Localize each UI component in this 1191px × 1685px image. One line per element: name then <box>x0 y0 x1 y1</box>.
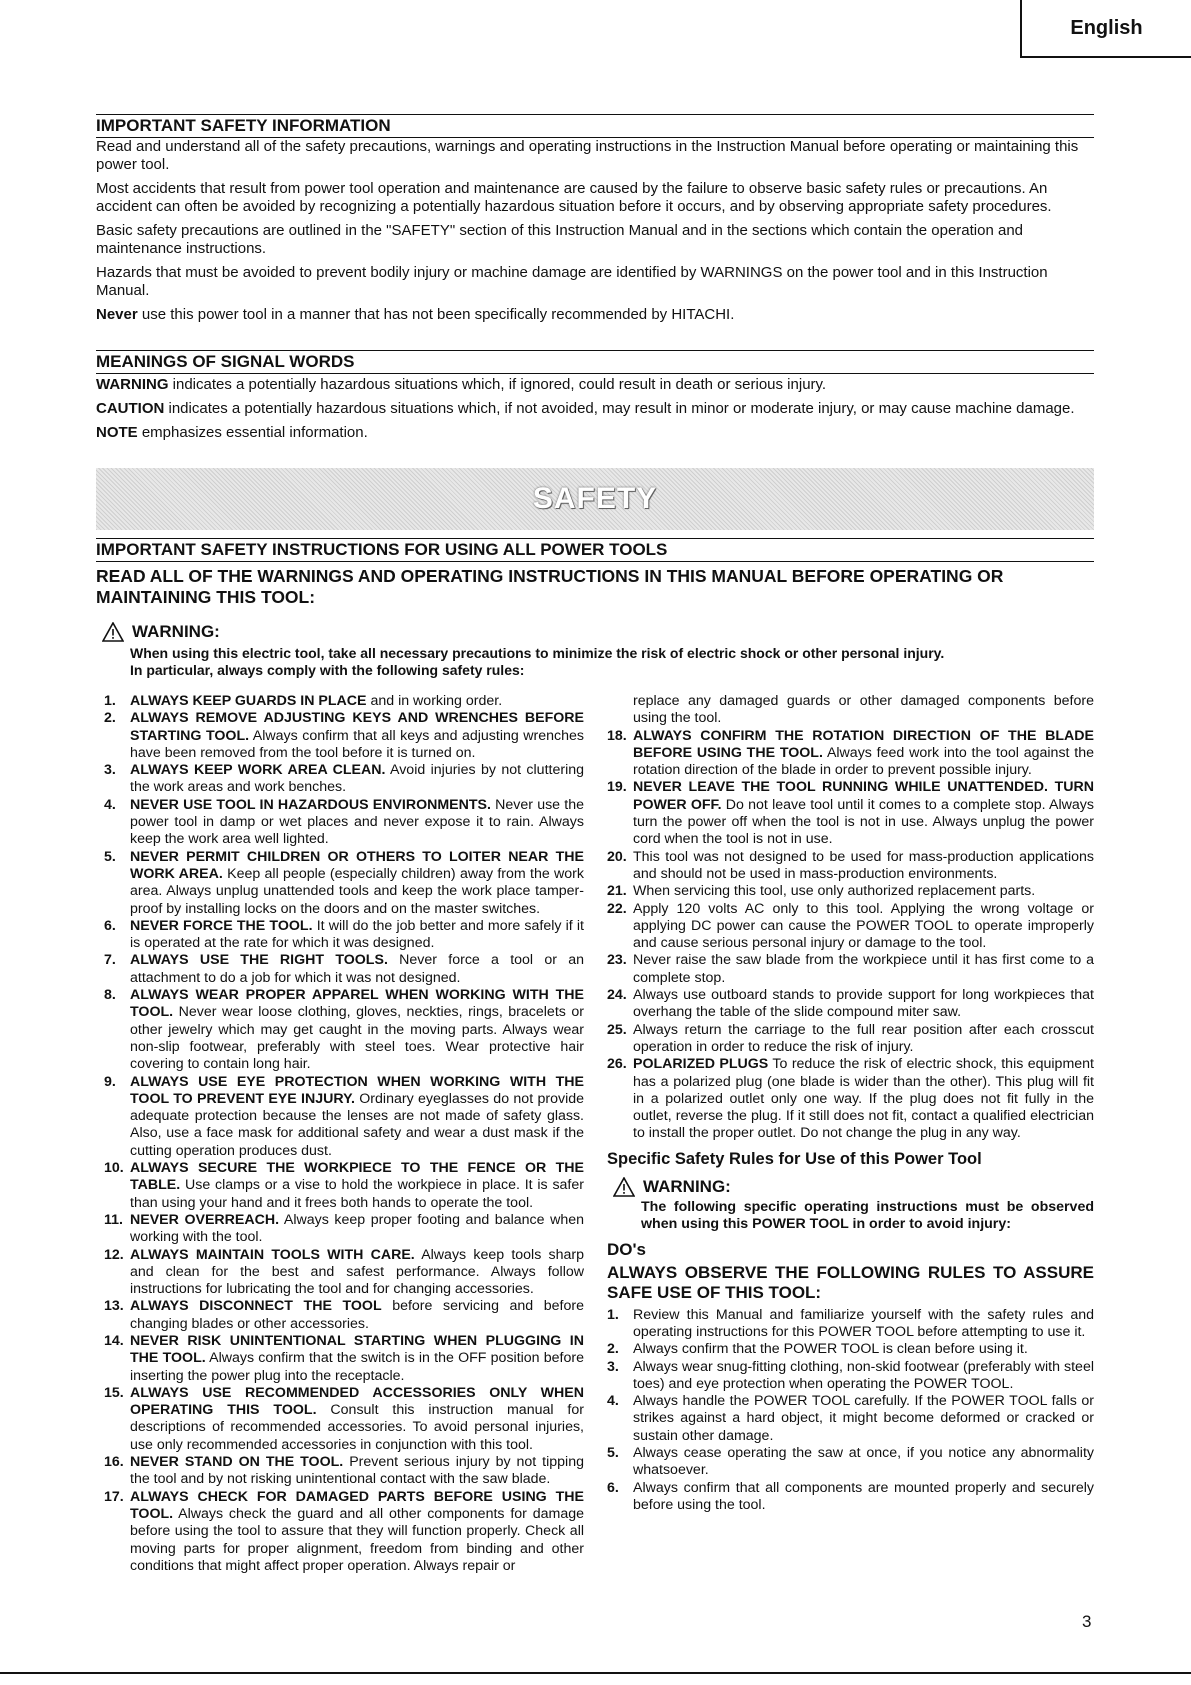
left-rule-item <box>104 1212 584 1247</box>
warning-1-text <box>130 645 1090 679</box>
item-bold-lead: ALWAYS REMOVE ADJUSTING KEYS AND WRENCHES BEFORE STARTING TOOL. <box>130 710 584 744</box>
left-rule-item <box>104 918 584 953</box>
item-text <box>633 1307 1094 1342</box>
item-number: 17. <box>104 1488 124 1505</box>
item-number: 18. <box>607 727 627 744</box>
item-number: 24. <box>607 987 627 1004</box>
left-rule-item <box>104 1160 584 1212</box>
item-number: 3. <box>104 762 116 779</box>
item-bold-lead: ALWAYS CHECK FOR DAMAGED PARTS BEFORE USING THE TOOL. <box>130 1488 584 1522</box>
item-number: 6. <box>104 917 116 934</box>
item-bold-lead: NEVER PERMIT CHILDREN OR OTHERS TO LOITER NEAR THE WORK AREA. <box>130 848 584 882</box>
item-text <box>633 952 1094 987</box>
item-bold-lead: NEVER STAND ON THE TOOL. <box>130 1454 344 1471</box>
item-text <box>633 1056 1094 1142</box>
item-bold-lead: ALWAYS USE THE RIGHT TOOLS. <box>130 952 388 969</box>
warning-1-line-1: When using this electric tool, take all necessary precautions to minimize the risk of electric shock or other personal injury. <box>130 645 945 661</box>
item-text <box>633 728 1094 780</box>
info-paragraph-5 <box>96 306 1094 324</box>
right-rule-item <box>607 952 1094 987</box>
item-text <box>633 1022 1094 1057</box>
item-text <box>633 1359 1094 1394</box>
item-number: 4. <box>104 796 116 813</box>
item-text <box>130 1247 584 1299</box>
item-bold-lead: NEVER LEAVE THE TOOL RUNNING WHILE UNATTENDED. TURN POWER OFF. <box>633 779 1094 813</box>
item-bold-lead: ALWAYS SECURE THE WORKPIECE TO THE FENCE OR THE TABLE. <box>130 1160 584 1194</box>
caution-label: CAUTION <box>96 400 165 417</box>
info-paragraph-3: Basic safety precautions are outlined in the "SAFETY" section of this Instruction Manual and in the sections which contain the operation and maintenance instructions. <box>96 222 1024 257</box>
warning-1-label: WARNING: <box>132 622 220 641</box>
left-rule-item <box>104 952 584 987</box>
item-body: To reduce the risk of electric shock, this equipment has a polarized plug (one blade is wider than the other). This plug will fit in a polarized outlet only one way. If the plug does not fit fully in the outlet, reverse the plug. If it still does not fit, contact a qualified electrician to install the proper outlet. Do not change the plug in any way. <box>633 1056 1094 1142</box>
item-number: 21. <box>607 883 627 900</box>
read-warnings-heading: READ ALL OF THE WARNINGS AND OPERATING INSTRUCTIONS IN THIS MANUAL BEFORE OPERATING OR MAINTAINING THIS TOOL: <box>96 566 1004 607</box>
warning-block-2 <box>613 1177 1094 1197</box>
instructions-heading: IMPORTANT SAFETY INSTRUCTIONS FOR USING ALL POWER TOOLS <box>96 538 1094 562</box>
left-rule-item <box>104 1298 584 1333</box>
item-body: Always wear snug-fitting clothing, non-skid footwear (preferably with steel toes) and eye protection when operating the POWER TOOL. <box>633 1358 1094 1392</box>
item-text <box>130 1074 584 1160</box>
left-rule-item <box>104 797 584 849</box>
item-body: Always check the guard and all other components for damage before using the tool to assure that they will function properly. Check all moving parts for proper alignment, freedom from binding and other conditions that might affect proper operation. Always repair or <box>130 1505 584 1574</box>
item-text <box>633 987 1094 1022</box>
item-text <box>633 849 1094 884</box>
item-number: 19. <box>607 779 627 796</box>
item-text <box>130 1160 584 1212</box>
item-text <box>130 849 584 918</box>
bottom-rule <box>0 1672 1191 1674</box>
item-number: 26. <box>607 1056 627 1073</box>
item-text <box>130 762 584 797</box>
item-text <box>633 883 1094 900</box>
item-bold-lead: ALWAYS DISCONNECT THE TOOL <box>130 1298 382 1315</box>
item-body: Always confirm that the POWER TOOL is clean before using it. <box>633 1341 1028 1358</box>
left-rule-item <box>104 710 584 762</box>
item-body: Always confirm that all keys and adjusting wrenches have been removed from the tool before it is turned on. <box>130 727 584 761</box>
safety-banner <box>96 468 1094 530</box>
item-body: Apply 120 volts AC only to this tool. Applying the wrong voltage or applying DC power can cause the POWER TOOL to operate improperly and cause serious personal injury or damage to the tool. <box>633 900 1094 952</box>
rules-heading: ALWAYS OBSERVE THE FOLLOWING RULES TO ASSURE SAFE USE OF THIS TOOL: <box>607 1262 1094 1302</box>
page-number: 3 <box>1082 1612 1092 1631</box>
item-number: 13. <box>104 1298 124 1315</box>
do-rule-item <box>607 1393 1094 1445</box>
item-text <box>130 1454 584 1489</box>
item-bold-lead: ALWAYS KEEP GUARDS IN PLACE <box>130 693 367 709</box>
safety-info-body <box>96 138 1094 330</box>
item-text <box>130 918 584 953</box>
item-body: Always return the carriage to the full rear position after each crosscut operation in order to reduce the risk of injury. <box>633 1021 1094 1055</box>
warning-triangle-icon <box>613 1177 635 1197</box>
item-text <box>130 1333 584 1385</box>
item-body: Never force a tool or an attachment to do a job for which it was not designed. <box>130 952 585 986</box>
note-text: emphasizes essential information. <box>137 424 368 441</box>
item-text <box>633 1480 1094 1515</box>
left-column <box>104 693 584 1575</box>
right-rule-item <box>607 849 1094 884</box>
item-bold-lead: NEVER RISK UNINTENTIONAL STARTING WHEN PLUGGING IN THE TOOL. <box>130 1332 584 1367</box>
item-number: 12. <box>104 1246 124 1263</box>
right-column <box>607 693 1094 1514</box>
item-text <box>130 1385 584 1454</box>
left-rule-item <box>104 1385 584 1454</box>
never-label: Never <box>96 306 138 323</box>
do-rule-item <box>607 1307 1094 1342</box>
item-body: Always keep proper footing and balance when working with the tool. <box>130 1211 585 1246</box>
item-body: Always confirm that the switch is in the OFF position before inserting the power plug into the receptacle. <box>130 1350 585 1384</box>
item-body: Prevent serious injury by not tipping the tool and by not risking unintentional contact with the saw blade. <box>130 1454 584 1488</box>
item-text <box>130 1212 584 1247</box>
left-rule-item <box>104 1247 584 1299</box>
signal-words-heading: MEANINGS OF SIGNAL WORDS <box>96 350 1094 374</box>
item-number: 1. <box>104 693 116 709</box>
item-bold-lead: POLARIZED PLUGS <box>633 1056 769 1073</box>
item-body: Ordinary eyeglasses do not provide adequate protection because the lenses are not made of safety glass. Also, use a face mask for additional safety and wear a dust mask if the cutting operation produces dust. <box>130 1090 585 1159</box>
item-body: Review this Manual and familiarize yourself with the safety rules and operating instructions for this POWER TOOL before attempting to use it. <box>633 1306 1094 1340</box>
warning-2-label: WARNING: <box>643 1177 731 1197</box>
item-number: 22. <box>607 900 627 917</box>
item-body: and in working order. <box>366 693 503 709</box>
item-bold-lead: NEVER OVERREACH. <box>130 1211 280 1228</box>
left-rule-item <box>104 762 584 797</box>
item-number: 2. <box>104 710 116 727</box>
info-paragraph-2: Most accidents that result from power tool operation and maintenance are caused by the failure to observe basic safety rules or precautions. An accident can often be avoided by recognizing a potentially hazardous situation before it occurs, and by observing appropriate safety procedures. <box>96 180 1052 215</box>
item-body: It will do the job better and more safely if it is operated at the rate for which it was designed. <box>130 917 585 952</box>
never-text: use this power tool in a manner that has not been specifically recommended by HITACHI. <box>137 306 735 323</box>
item-text <box>633 1445 1094 1480</box>
item-number: 10. <box>104 1160 124 1177</box>
do-rule-item <box>607 1480 1094 1515</box>
right-rule-item <box>607 779 1094 848</box>
item-bold-lead: ALWAYS CONFIRM THE ROTATION DIRECTION OF THE BLADE BEFORE USING THE TOOL. <box>633 727 1094 761</box>
item-number: 15. <box>104 1384 124 1401</box>
item-number: 7. <box>104 952 116 969</box>
item-bold-lead: ALWAYS USE RECOMMENDED ACCESSORIES ONLY WHEN OPERATING THIS TOOL. <box>130 1384 584 1419</box>
language-tab: English <box>1020 0 1191 58</box>
do-rule-item <box>607 1445 1094 1480</box>
item-number: 5. <box>104 848 116 865</box>
info-paragraph-1: Read and understand all of the safety precautions, warnings and operating instructions in the Instruction Manual before operating or maintaining this power tool. <box>96 138 1079 173</box>
item-body: When servicing this tool, use only authorized replacement parts. <box>633 883 1036 900</box>
item-text <box>633 1341 1094 1358</box>
item-body: Avoid injuries by not cluttering the work areas and work benches. <box>130 762 584 796</box>
item-body: Always use outboard stands to provide support for long workpieces that overhang the table of the slide compound miter saw. <box>633 987 1094 1021</box>
item-text <box>130 987 584 1073</box>
item-number: 23. <box>607 952 627 969</box>
left-rule-item <box>104 987 584 1073</box>
right-rule-item <box>607 728 1094 780</box>
item-body: Never use the power tool in damp or wet places and never expose it to rain. Always keep the work area well lighted. <box>130 796 584 848</box>
item-bold-lead: ALWAYS WEAR PROPER APPAREL WHEN WORKING WITH THE TOOL. <box>130 987 584 1021</box>
item-number: 8. <box>104 987 116 1004</box>
info-paragraph-4: Hazards that must be avoided to prevent bodily injury or machine damage are identified by WARNINGS on the power tool and in this Instruction Manual. <box>96 264 1048 299</box>
item-body: Consult this instruction manual for descriptions of recommended accessories. To avoid personal injuries, use only recommended accessories in conjunction with this tool. <box>130 1402 584 1453</box>
warning-1-line-2: In particular, always comply with the following safety rules: <box>130 662 525 678</box>
item-bold-lead: NEVER FORCE THE TOOL. <box>130 917 313 934</box>
note-label: NOTE <box>96 424 138 441</box>
item-bold-lead: NEVER USE TOOL IN HAZARDOUS ENVIRONMENTS. <box>130 796 491 813</box>
item-text <box>130 693 584 710</box>
item-body: Always handle the POWER TOOL carefully. If the POWER TOOL falls or strikes against a hard object, it might become deformed or cracked or sustain other damage. <box>633 1393 1094 1444</box>
item-text <box>633 901 1094 953</box>
item-text <box>130 797 584 849</box>
left-rule-item <box>104 1333 584 1385</box>
left-rule-item <box>104 1454 584 1489</box>
item-number: 14. <box>104 1332 124 1349</box>
item-body: Never wear loose clothing, gloves, neckties, rings, bracelets or other jewelry which may get caught in the moving parts. Always wear non-slip footwear, preferably with steel toes. Wear protective hair covering to contain long hair. <box>130 1004 584 1073</box>
item-number: 1. <box>607 1306 619 1323</box>
item-text <box>130 952 584 987</box>
item-number: 4. <box>607 1393 619 1410</box>
warning-2-text: The following specific operating instructions must be observed when using this POWER TOOL in order to avoid injury: <box>641 1198 1094 1233</box>
item-number: 16. <box>104 1454 124 1471</box>
item-body: Always keep tools sharp and clean for the best and safest performance. Always follow instructions for lubricating the tool and for changing accessories. <box>130 1246 584 1298</box>
warning-triangle-icon <box>102 622 124 642</box>
warning-block-1 <box>102 622 220 642</box>
item-body: Do not leave tool until it comes to a complete stop. Always turn the power off when the tool is not in use. Always unplug the power cord when the tool is not in use. <box>633 796 1094 848</box>
right-rule-item <box>607 901 1094 953</box>
item-text <box>130 1298 584 1333</box>
item-body: This tool was not designed to be used for mass-production applications and should not be used in mass-production environments. <box>633 848 1094 882</box>
right-rule-item <box>607 1022 1094 1057</box>
caution-definition <box>96 400 1094 418</box>
item-body: Always confirm that all components are mounted properly and securely before using the tool. <box>633 1479 1094 1513</box>
item-body: Never raise the saw blade from the workpiece until it has first come to a complete stop. <box>633 952 1094 986</box>
item-number: 9. <box>104 1073 116 1090</box>
left-rule-item <box>104 849 584 918</box>
item-bold-lead: ALWAYS MAINTAIN TOOLS WITH CARE. <box>130 1246 415 1263</box>
left-rule-item <box>104 1489 584 1575</box>
item-text <box>130 1489 584 1575</box>
note-definition <box>96 424 1094 442</box>
item-text <box>633 1393 1094 1445</box>
item-17-continuation: replace any damaged guards or other damaged components before using the tool. <box>633 693 1094 727</box>
item-number: 3. <box>607 1358 619 1375</box>
item-number: 20. <box>607 848 627 865</box>
item-number: 2. <box>607 1341 619 1358</box>
item-text <box>130 710 584 762</box>
item-body: Keep all people (especially children) away from the work area. Always unplug unattended tools and keep the work place tamper-proof by installing locks on the doors and on the master switches. <box>130 865 584 917</box>
item-number: 11. <box>104 1211 123 1228</box>
item-number: 6. <box>607 1479 619 1496</box>
dos-heading: DO's <box>607 1240 646 1260</box>
item-bold-lead: ALWAYS KEEP WORK AREA CLEAN. <box>130 762 386 779</box>
warning-label: WARNING <box>96 376 169 393</box>
signal-words-body <box>96 376 1094 448</box>
item-text <box>633 779 1094 848</box>
do-rule-item <box>607 1341 1094 1358</box>
left-rule-item <box>104 1074 584 1160</box>
right-rule-item <box>607 987 1094 1022</box>
item-bold-lead: ALWAYS USE EYE PROTECTION WHEN WORKING WITH THE TOOL TO PREVENT EYE INJURY. <box>130 1073 584 1107</box>
safety-info-heading: IMPORTANT SAFETY INFORMATION <box>96 114 1094 138</box>
warning-text: indicates a potentially hazardous situations which, if ignored, could result in death or serious injury. <box>168 376 827 393</box>
right-rule-item <box>607 883 1094 900</box>
safety-banner-title: SAFETY <box>532 482 658 515</box>
item-body: before servicing and before changing blades or other accessories. <box>130 1298 584 1332</box>
specific-rules-heading: Specific Safety Rules for Use of this Power Tool <box>607 1149 982 1168</box>
do-rule-item <box>607 1359 1094 1394</box>
left-rule-item <box>104 693 584 710</box>
right-rule-item <box>607 1056 1094 1142</box>
item-body: Use clamps or a vise to hold the workpiece in place. It is safer than using your hand and it frees both hands to operate the tool. <box>130 1177 584 1211</box>
item-body: Always feed work into the tool against the rotation direction of the blade in order to prevent possible injury. <box>633 744 1094 779</box>
caution-text: indicates a potentially hazardous situations which, if not avoided, may result in minor or moderate injury, or may cause machine damage. <box>164 400 1075 417</box>
item-number: 25. <box>607 1021 627 1038</box>
warning-definition <box>96 376 1094 394</box>
item-number: 5. <box>607 1444 619 1461</box>
item-body: Always cease operating the saw at once, if you notice any abnormality whatsoever. <box>633 1444 1094 1479</box>
